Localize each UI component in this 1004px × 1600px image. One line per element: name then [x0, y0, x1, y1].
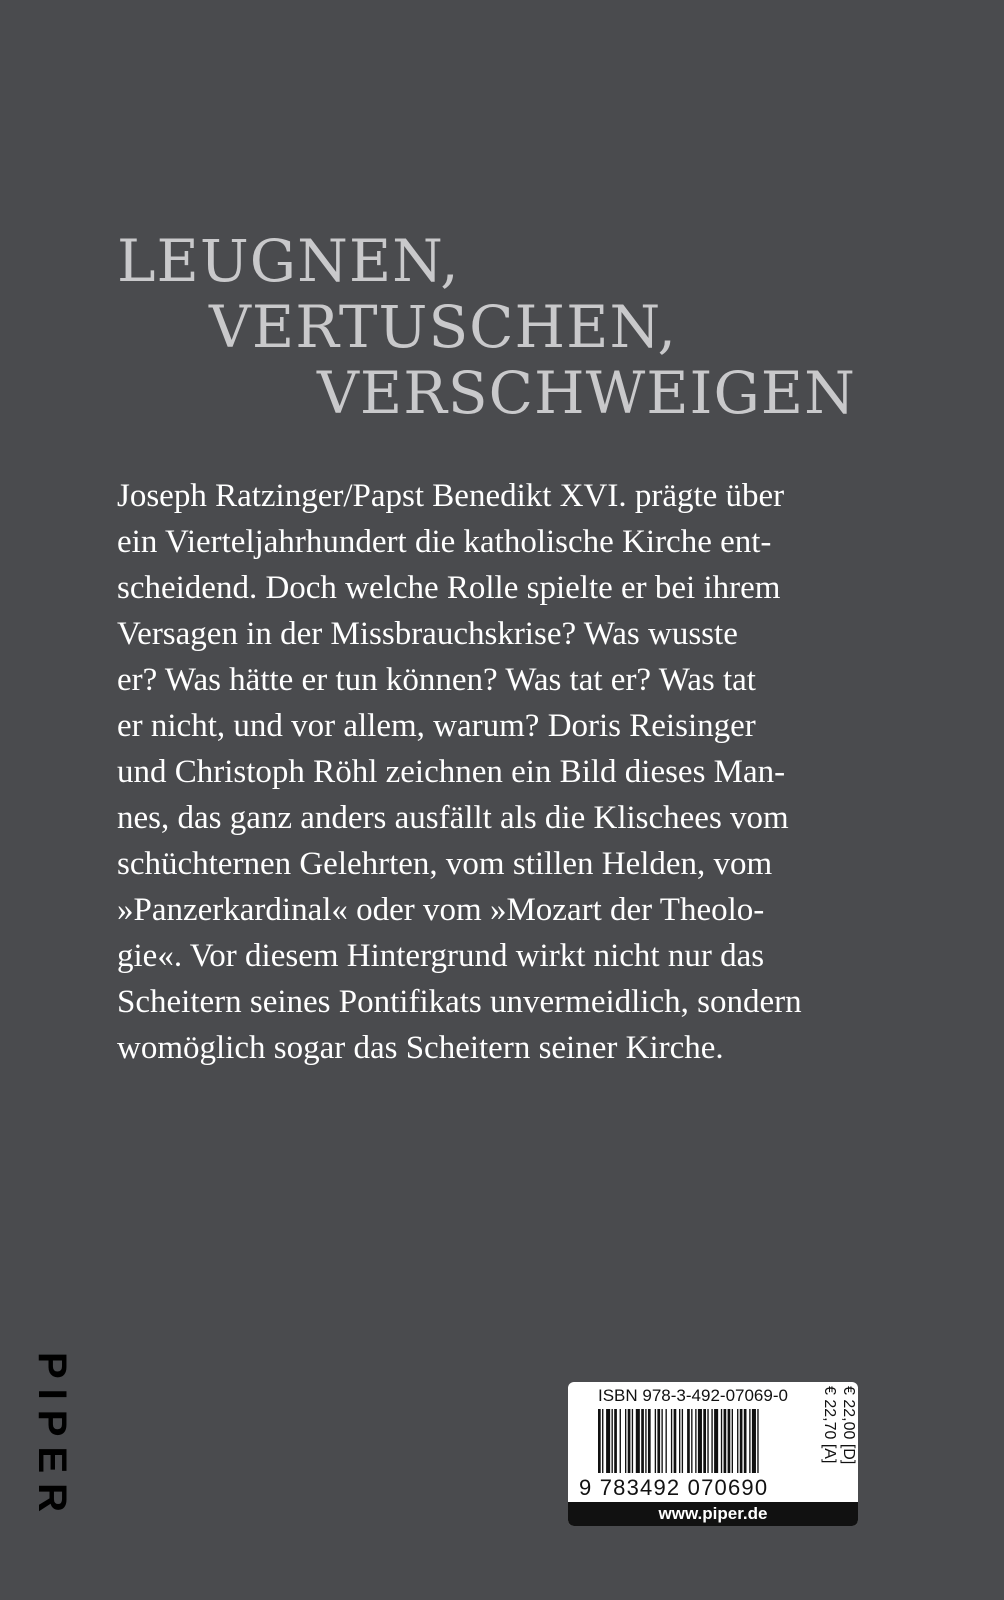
barcode-bar	[674, 1409, 677, 1473]
blurb-line: Versagen in der Missbrauchskrise? Was wusste	[117, 616, 738, 652]
barcode-bar	[598, 1409, 601, 1473]
barcode-bar	[645, 1409, 646, 1473]
barcode-bar	[714, 1409, 718, 1473]
barcode-bar	[661, 1409, 662, 1473]
barcode-bar	[625, 1409, 626, 1473]
barcode-bar	[657, 1409, 660, 1473]
blurb-line: Joseph Ratzinger/Papst Benedikt XVI. prägte über	[117, 478, 785, 514]
barcode-bar	[707, 1409, 708, 1473]
barcode-bar	[703, 1409, 706, 1473]
barcode-bar	[648, 1409, 651, 1473]
barcode-bar	[695, 1409, 696, 1473]
barcode-bar	[752, 1409, 756, 1473]
barcode-bars	[598, 1409, 810, 1473]
barcode-bar	[711, 1409, 712, 1473]
barcode-bar	[620, 1409, 621, 1473]
barcode-bar	[655, 1409, 656, 1473]
barcode-bar	[666, 1409, 667, 1473]
barcode-bar	[728, 1409, 731, 1473]
barcode-bar	[641, 1409, 644, 1473]
headline-line-3: VERSCHWEIGEN	[317, 359, 856, 427]
blurb-line: »Panzerkardinal« oder vom »Mozart der Theolo-	[117, 892, 765, 928]
barcode-bar	[737, 1409, 738, 1473]
publisher-url: www.piper.de	[568, 1502, 858, 1526]
barcode-digits: 9 783492 070690	[579, 1475, 769, 1500]
blurb-line: und Christoph Röhl zeichnen ein Bild dieses Man-	[117, 754, 786, 790]
barcode-bar	[671, 1409, 672, 1473]
barcode-bar	[744, 1409, 747, 1473]
barcode-bar	[679, 1409, 680, 1473]
publisher-logo: PIPER	[30, 1352, 74, 1523]
headline-line-1: LEUGNEN,	[117, 227, 460, 295]
barcode-panel	[568, 1382, 858, 1526]
barcode-bar	[732, 1409, 733, 1473]
barcode-bar	[612, 1409, 613, 1473]
blurb-line: womöglich sogar das Scheitern seiner Kirche.	[117, 1030, 724, 1066]
barcode-bar	[602, 1409, 603, 1473]
blurb-text	[117, 473, 857, 1071]
price-de: € 22,00 [D]	[840, 1386, 857, 1465]
barcode-bar	[632, 1409, 633, 1473]
barcode-bar	[698, 1409, 702, 1473]
barcode-bar	[691, 1409, 692, 1473]
headline	[117, 228, 977, 426]
blurb-line: nes, das ganz anders ausfällt als die Klischees vom	[117, 800, 789, 836]
price-column	[816, 1386, 858, 1498]
price-at: € 22,70 [A]	[821, 1386, 838, 1464]
barcode-bar	[682, 1409, 683, 1473]
barcode-bar	[687, 1409, 690, 1473]
blurb-line: scheidend. Doch welche Rolle spielte er bei ihrem	[117, 570, 781, 606]
blurb-line: er nicht, und vor allem, warum? Doris Reisinger	[117, 708, 756, 744]
blurb-line: schüchternen Gelehrten, vom stillen Helden, vom	[117, 846, 773, 882]
barcode-bar	[721, 1409, 722, 1473]
blurb-line: ein Vierteljahrhundert die katholische Kirche ent-	[117, 524, 772, 560]
barcode-bar	[740, 1409, 743, 1473]
blurb-line: gie«. Vor diesem Hintergrund wirkt nicht nur das	[117, 938, 765, 974]
barcode-bar	[749, 1409, 750, 1473]
barcode-bar	[614, 1409, 617, 1473]
isbn-label: ISBN 978-3-492-07069-0	[598, 1386, 788, 1405]
barcode-bar	[724, 1409, 727, 1473]
barcode-bar	[636, 1409, 640, 1473]
barcode-bar	[628, 1409, 631, 1473]
headline-line-2: VERTUSCHEN,	[209, 293, 677, 361]
blurb-line: Scheitern seines Pontifikats unvermeidlich, sondern	[117, 984, 802, 1020]
blurb-line: er? Was hätte er tun können? Was tat er? Was tat	[117, 662, 756, 698]
barcode-bar	[606, 1409, 610, 1473]
barcode-bar	[757, 1409, 758, 1473]
